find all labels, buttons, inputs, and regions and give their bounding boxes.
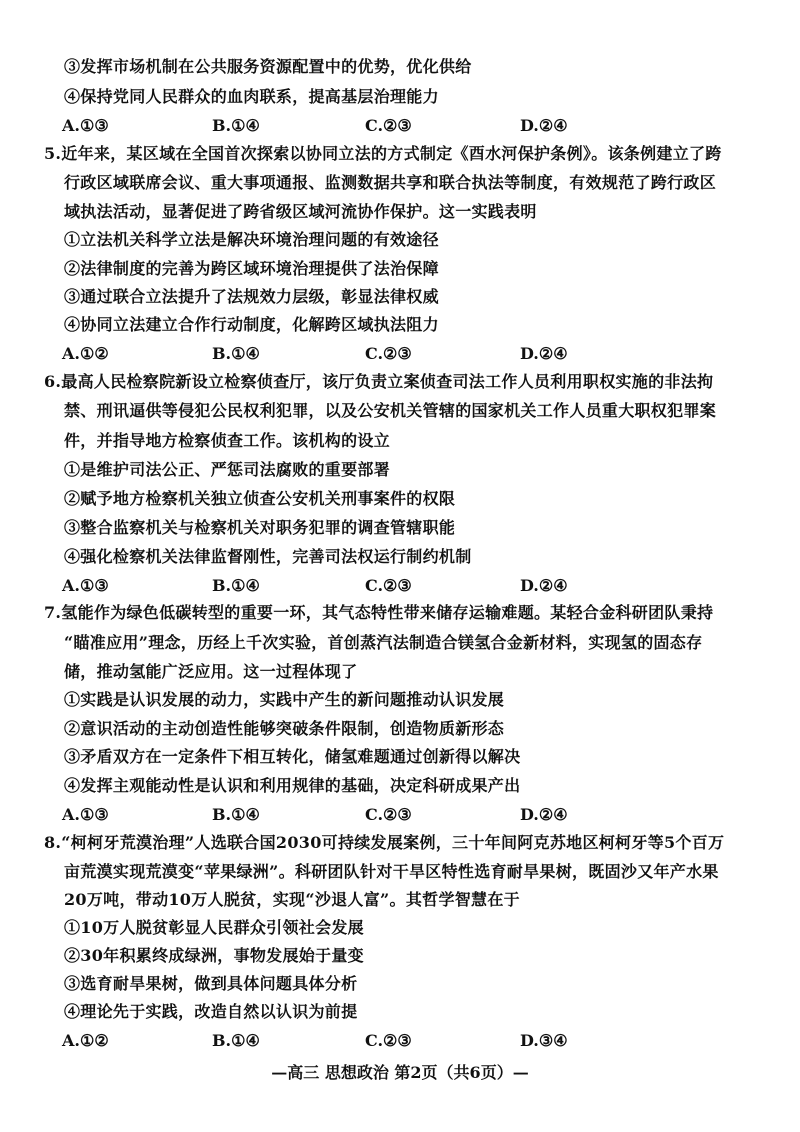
q7-item-4: ④发挥主观能动性是认识和利用规律的基础，决定科研成果产出 xyxy=(64,776,521,795)
q7-options xyxy=(62,805,762,825)
q6-item-4: ④强化检察机关法律监督刚性，完善司法权运行制约机制 xyxy=(64,547,472,566)
q6-option-b[interactable]: B.①④ xyxy=(212,576,260,595)
q8-option-b[interactable]: B.①④ xyxy=(212,1031,260,1050)
q8-option-a[interactable]: A.①② xyxy=(62,1031,109,1050)
q4-item-3: ③发挥市场机制在公共服务资源配置中的优势，优化供给 xyxy=(64,57,472,76)
q7-option-d[interactable]: D.②④ xyxy=(520,805,568,824)
q6-item-1: ①是维护司法公正、严惩司法腐败的重要部署 xyxy=(64,460,391,479)
q5-stem-line-3: 域执法活动，显著促进了跨省级区域河流协作保护。这一实践表明 xyxy=(64,202,537,221)
q7-item-3: ③矛盾双方在一定条件下相互转化，储氢难题通过创新得以解决 xyxy=(64,747,521,766)
q8-item-3: ③选育耐旱果树，做到具体问题具体分析 xyxy=(64,974,358,993)
q4-item-4: ④保持党同人民群众的血肉联系，提高基层治理能力 xyxy=(64,87,439,106)
q7-item-1: ①实践是认识发展的动力，实践中产生的新问题推动认识发展 xyxy=(64,690,505,709)
q6-option-a[interactable]: A.①③ xyxy=(62,576,109,595)
q5-stem-line-2: 行政区域联席会议、重大事项通报、监测数据共享和联合执法等制度，有效规范了跨行政区 xyxy=(64,173,717,192)
q5-option-a[interactable]: A.①② xyxy=(62,344,109,363)
q8-item-2: ②30年积累终成绿洲，事物发展始于量变 xyxy=(64,946,364,965)
q8-option-c[interactable]: C.②③ xyxy=(365,1031,412,1050)
q8-stem-line-3: 20万吨，带动10万人脱贫，实现“沙退人富”。其哲学智慧在于 xyxy=(64,890,520,909)
q7-item-2: ②意识活动的主动创造性能够突破条件限制，创造物质新形态 xyxy=(64,719,505,738)
q6-stem-line-1: 6.最高人民检察院新设立检察侦查厅，该厅负责立案侦查司法工作人员利用职权实施的非法拘 xyxy=(44,372,714,391)
q5-item-4: ④协同立法建立合作行动制度，化解跨区域执法阻力 xyxy=(64,315,439,334)
q7-stem-line-1: 7.氢能作为绿色低碳转型的重要一环，其气态特性带来储存运输难题。某轻合金科研团队秉持 xyxy=(44,603,714,622)
q7-option-c[interactable]: C.②③ xyxy=(365,805,412,824)
q4-option-c[interactable]: C.②③ xyxy=(365,116,412,135)
q5-options xyxy=(62,344,762,364)
q5-stem-line-1: 5.近年来，某区域在全国首次探索以协同立法的方式制定《酉水河保护条例》。该条例建立了跨 xyxy=(44,144,722,163)
q8-stem-line-2: 亩荒漠实现荒漠变“苹果绿洲”。科研团队针对干旱区特性选育耐旱果树，既固沙又年产水果 xyxy=(64,862,719,881)
q5-option-b[interactable]: B.①④ xyxy=(212,344,260,363)
q6-option-c[interactable]: C.②③ xyxy=(365,576,412,595)
page-footer: —高三 思想政治 第2页（共6页）— xyxy=(271,1063,529,1082)
q8-item-4: ④理论先于实践，改造自然以认识为前提 xyxy=(64,1002,358,1021)
q8-options xyxy=(62,1031,762,1051)
q6-stem-line-3: 件，并指导地方检察侦查工作。该机构的设立 xyxy=(64,431,391,450)
q6-item-2: ②赋予地方检察机关独立侦查公安机关刑事案件的权限 xyxy=(64,489,456,508)
q7-stem-line-3: 储，推动氢能广泛应用。这一过程体现了 xyxy=(64,662,358,681)
q5-item-1: ①立法机关科学立法是解决环境治理问题的有效途径 xyxy=(64,230,439,249)
q8-item-1: ①10万人脱贫彰显人民群众引领社会发展 xyxy=(64,918,364,937)
q5-item-2: ②法律制度的完善为跨区域环境治理提供了法治保障 xyxy=(64,259,439,278)
q4-option-a[interactable]: A.①③ xyxy=(62,116,109,135)
q4-option-b[interactable]: B.①④ xyxy=(212,116,260,135)
q5-item-3: ③通过联合立法提升了法规效力层级，彰显法律权威 xyxy=(64,287,439,306)
q7-stem-line-2: “瞄准应用”理念，历经上千次实验，首创蒸汽法制造合镁氢合金新材料，实现氢的固态存 xyxy=(64,633,703,652)
q6-item-3: ③整合监察机关与检察机关对职务犯罪的调查管辖职能 xyxy=(64,518,456,537)
q6-option-d[interactable]: D.②④ xyxy=(520,576,568,595)
q7-option-a[interactable]: A.①③ xyxy=(62,805,109,824)
q4-options xyxy=(62,116,762,136)
q5-option-d[interactable]: D.②④ xyxy=(520,344,568,363)
q8-option-d[interactable]: D.③④ xyxy=(520,1031,568,1050)
q6-options xyxy=(62,576,762,596)
q4-option-d[interactable]: D.②④ xyxy=(520,116,568,135)
q8-stem-line-1: 8.“柯柯牙荒漠治理”人选联合国2030可持续发展案例，三十年间阿克苏地区柯柯牙等5个百万 xyxy=(44,833,725,852)
q6-stem-line-2: 禁、刑讯逼供等侵犯公民权利犯罪，以及公安机关管辖的国家机关工作人员重大职权犯罪案 xyxy=(64,401,717,420)
q5-option-c[interactable]: C.②③ xyxy=(365,344,412,363)
q7-option-b[interactable]: B.①④ xyxy=(212,805,260,824)
